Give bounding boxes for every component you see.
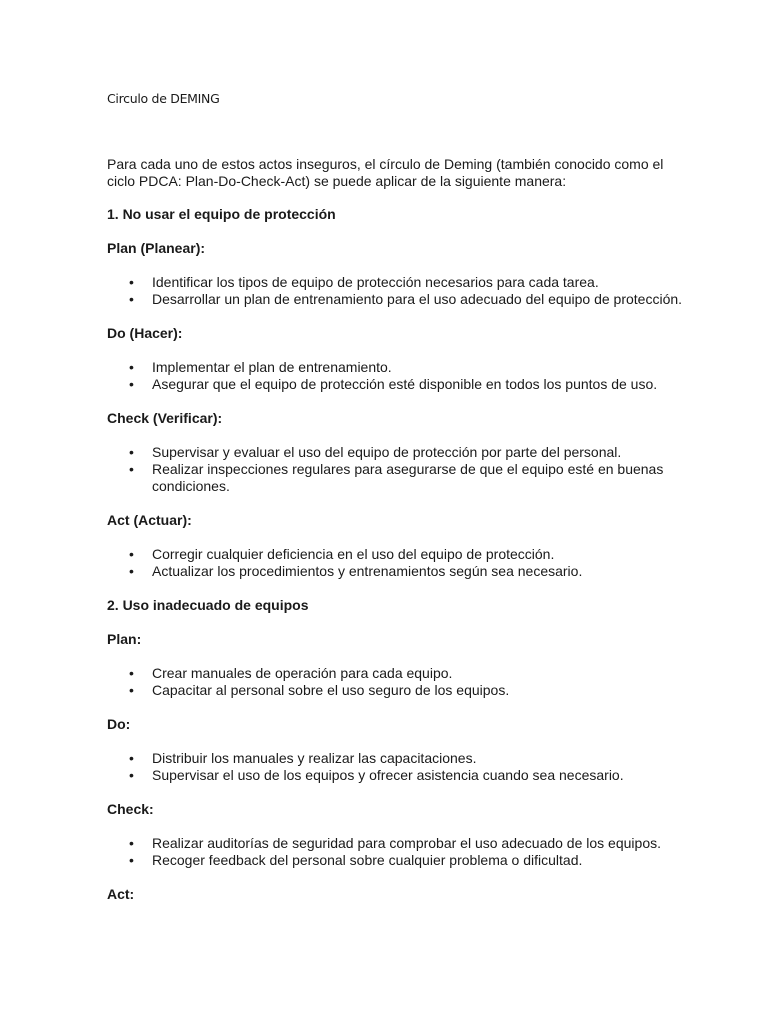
bullet-icon: • <box>129 376 134 392</box>
list-item-text: Implementar el plan de entrenamiento. <box>152 359 392 375</box>
section-heading: 2. Uso inadecuado de equipos <box>107 597 309 613</box>
list-item <box>107 291 687 308</box>
list-item-text: Supervisar y evaluar el uso del equipo de protección por parte del personal. <box>152 444 622 460</box>
list-item-text: Recoger feedback del personal sobre cualquier problema o dificultad. <box>152 852 583 868</box>
list-item <box>107 546 687 563</box>
phase-heading: Plan: <box>107 631 142 647</box>
bullet-icon: • <box>129 274 134 290</box>
bullet-icon: • <box>129 291 134 307</box>
list-item-text: Crear manuales de operación para cada equipo. <box>152 665 453 681</box>
bullet-icon: • <box>129 444 134 460</box>
section-heading: 1. No usar el equipo de protección <box>107 206 336 222</box>
list-item-text: Realizar auditorías de seguridad para comprobar el uso adecuado de los equipos. <box>152 835 661 851</box>
list-item <box>107 665 687 682</box>
list-item <box>107 767 687 784</box>
bullet-icon: • <box>129 546 134 562</box>
document-body <box>107 156 687 920</box>
bullet-list <box>107 750 687 784</box>
document-title: Circulo de DEMING <box>107 91 220 106</box>
list-item-text: Corregir cualquier deficiencia en el uso del equipo de protección. <box>152 546 555 562</box>
list-item-text: Realizar inspecciones regulares para asegurarse de que el equipo esté en buenas condiciones. <box>152 461 664 494</box>
list-item <box>107 563 687 580</box>
phase-heading: Act (Actuar): <box>107 512 192 528</box>
list-item-text: Asegurar que el equipo de protección esté disponible en todos los puntos de uso. <box>152 376 658 392</box>
bullet-icon: • <box>129 359 134 375</box>
bullet-list <box>107 665 687 699</box>
list-item-text: Actualizar los procedimientos y entrenamientos según sea necesario. <box>152 563 583 579</box>
list-item <box>107 750 687 767</box>
list-item-text: Desarrollar un plan de entrenamiento para el uso adecuado del equipo de protección. <box>152 291 683 307</box>
phase-heading: Plan (Planear): <box>107 240 206 256</box>
list-item-text: Identificar los tipos de equipo de protección necesarios para cada tarea. <box>152 274 599 290</box>
bullet-list <box>107 835 687 869</box>
list-item <box>107 835 687 852</box>
phase-heading: Do (Hacer): <box>107 325 183 341</box>
bullet-icon: • <box>129 750 134 766</box>
phase-heading: Act: <box>107 886 135 902</box>
bullet-list <box>107 359 687 393</box>
bullet-icon: • <box>129 852 134 868</box>
list-item <box>107 274 687 291</box>
bullet-icon: • <box>129 665 134 681</box>
list-item <box>107 461 687 495</box>
list-item <box>107 852 687 869</box>
bullet-list <box>107 546 687 580</box>
bullet-list <box>107 444 687 495</box>
list-item-text: Distribuir los manuales y realizar las capacitaciones. <box>152 750 477 766</box>
bullet-icon: • <box>129 563 134 579</box>
list-item-text: Supervisar el uso de los equipos y ofrecer asistencia cuando sea necesario. <box>152 767 624 783</box>
phase-heading: Do: <box>107 716 131 732</box>
list-item-text: Capacitar al personal sobre el uso seguro de los equipos. <box>152 682 510 698</box>
list-item <box>107 444 687 461</box>
phase-heading: Check: <box>107 801 154 817</box>
bullet-icon: • <box>129 461 134 477</box>
list-item <box>107 376 687 393</box>
bullet-icon: • <box>129 682 134 698</box>
bullet-icon: • <box>129 767 134 783</box>
list-item <box>107 682 687 699</box>
intro-paragraph: Para cada uno de estos actos inseguros, el círculo de Deming (también conocido como el ciclo PDCA: Plan-Do-Check-Act) se puede aplicar de la siguiente manera: <box>107 156 664 189</box>
bullet-icon: • <box>129 835 134 851</box>
phase-heading: Check (Verificar): <box>107 410 223 426</box>
bullet-list <box>107 274 687 308</box>
list-item <box>107 359 687 376</box>
